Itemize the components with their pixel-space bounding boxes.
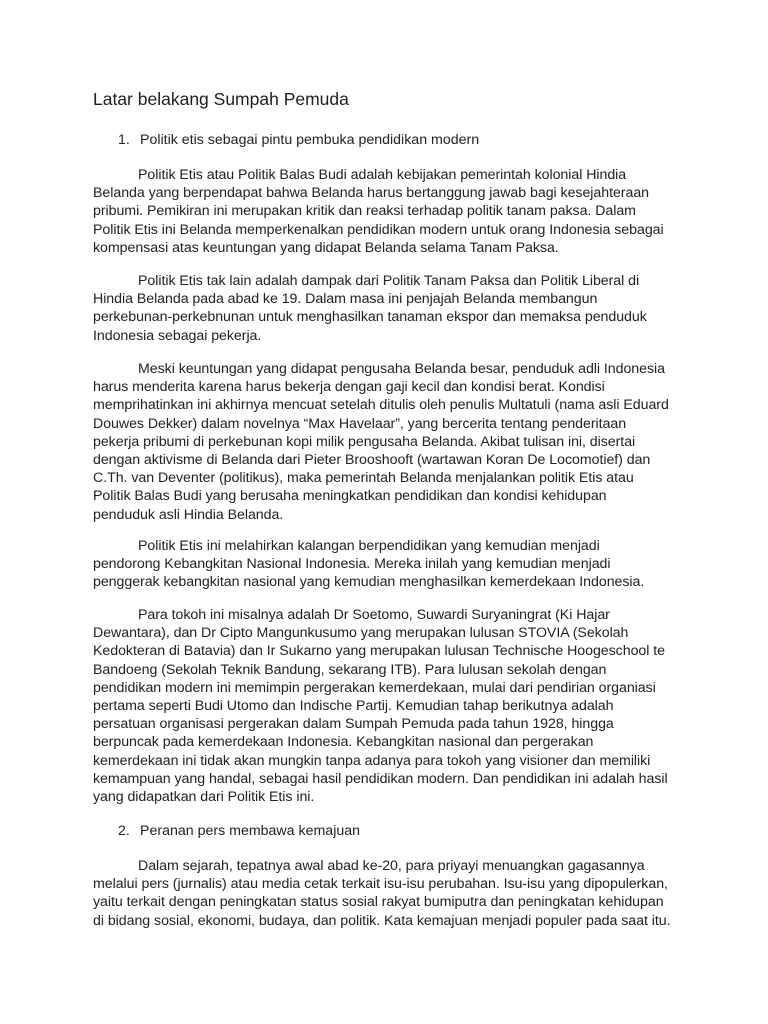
paragraph-line: kemampuan yang handal, sebagai hasil pendidikan modern. Dan pendidikan ini adalah hasil xyxy=(93,770,668,787)
paragraph-line: perkebunan-perkebnunan untuk menghasilkan tanaman ekspor dan memaksa penduduk xyxy=(93,309,647,326)
paragraph-line: Douwes Dekker) dalam novelnya “Max Havelaar”, yang bercerita tentang penderitaan xyxy=(93,415,627,432)
paragraph-line: pribumi. Pemikiran ini merupakan kritik dan reaksi terhadap politik tanam paksa. Dalam xyxy=(93,203,636,220)
paragraph-line: Politik Etis atau Politik Balas Budi adalah kebijakan pemerintah kolonial Hindia xyxy=(138,167,627,183)
section-heading xyxy=(118,131,479,149)
section-heading-text: Politik etis sebagai pintu pembuka pendidikan modern xyxy=(140,132,480,148)
paragraph xyxy=(93,857,685,930)
paragraph-line: pekerja pribumi di perkebunan kopi milik pengusaha Belanda. Akibat tulisan ini, disertai xyxy=(93,433,636,450)
paragraph xyxy=(93,537,685,592)
paragraph-line: Politik Etis tak lain adalah dampak dari Politik Tanam Paksa dan Politik Liberal di xyxy=(138,273,640,289)
paragraph-line: penduduk asli Hindia Belanda. xyxy=(93,506,284,523)
paragraph-line: Kedokteran di Batavia) dan Ir Sukarno yang merupakan lulusan Technische Hoogeschool te xyxy=(93,643,665,660)
paragraph-line: Politik Etis ini melahirkan kalangan berpendidikan yang kemudian menjadi xyxy=(138,538,600,554)
paragraph-line: dengan aktivisme di Belanda dari Pieter Brooshooft (wartawan Koran De Locomotief) dan xyxy=(93,452,651,469)
paragraph-line: yaitu terkait dengan peningkatan status sosial rakyat bumiputra dan peningkatan kehidupan xyxy=(93,894,664,911)
paragraph-line: melalui pers (jurnalis) atau media cetak terkait isu-isu perubahan. Isu-isu yang dipopulerkan, xyxy=(93,876,668,893)
section-heading xyxy=(118,822,360,840)
section-number: 2. xyxy=(118,823,130,839)
document-title: Latar belakang Sumpah Pemuda xyxy=(93,89,349,109)
section-number: 1. xyxy=(118,132,130,148)
paragraph-line: pendorong Kebangkitan Nasional Indonesia. Mereka inilah yang kemudian menjadi xyxy=(93,556,611,573)
paragraph-line: Bandoeng (Sekolah Teknik Bandung, sekarang ITB). Para lulusan sekolah dengan xyxy=(93,661,607,678)
paragraph xyxy=(93,272,685,345)
paragraph-line: penggerak kebangkitan nasional yang kemudian menghasilkan kemerdekaan Indonesia. xyxy=(93,574,645,591)
section-heading-text: Peranan pers membawa kemajuan xyxy=(140,823,361,839)
paragraph-line: C.Th. van Deventer (politikus), maka pemerintah Belanda menjalankan politik Etis atau xyxy=(93,470,634,487)
paragraph-line: Politik Etis ini Belanda memperkenalkan pendidikan modern untuk orang Indonesia sebagai xyxy=(93,221,664,238)
paragraph xyxy=(93,166,685,257)
paragraph-line: di bidang sosial, ekonomi, budaya, dan politik. Kata kemajuan menjadi populer pada saat itu. xyxy=(93,912,671,929)
paragraph xyxy=(93,360,685,524)
paragraph-line: harus menderita karena harus bekerja dengan gaji kecil dan kondisi berat. Kondisi xyxy=(93,379,605,396)
paragraph-line: kemerdekaan ini tidak akan mungkin tanpa adanya para tokoh yang visioner dan memiliki xyxy=(93,752,651,769)
paragraph-line: berpuncak pada kemerdekaan Indonesia. Kebangkitan nasional dan pergerakan xyxy=(93,734,594,751)
paragraph-line: pendidikan modern ini memimpin pergerakan kemerdekaan, mulai dari pendirian organiasi xyxy=(93,679,656,696)
paragraph-line: Hindia Belanda pada abad ke 19. Dalam masa ini penjajah Belanda membangun xyxy=(93,291,598,308)
paragraph-line: Politik Balas Budi yang berusaha meningkatkan pendidikan dan kondisi kehidupan xyxy=(93,488,607,505)
paragraph xyxy=(93,606,685,806)
paragraph-line: pertama seperti Budi Utomo dan Indische Partij. Kemudian tahap berikutnya adalah xyxy=(93,698,614,715)
paragraph-line: Dalam sejarah, tepatnya awal abad ke-20, para priyayi menuangkan gagasannya xyxy=(138,858,645,874)
paragraph-line: Indonesia sebagai pekerja. xyxy=(93,327,262,344)
paragraph-line: Para tokoh ini misalnya adalah Dr Soetomo, Suwardi Suryaningrat (Ki Hajar xyxy=(138,607,610,623)
paragraph-line: memprihatinkan ini akhirnya mencuat setelah ditulis oleh penulis Multatuli (nama asli Eduard xyxy=(93,397,669,414)
paragraph-line: Dewantara), dan Dr Cipto Mangunkusumo yang merupakan lulusan STOVIA (Sekolah xyxy=(93,625,629,642)
paragraph-line: Belanda yang berpendapat bahwa Belanda harus bertanggung jawab bagi kesejahteraan xyxy=(93,185,650,202)
paragraph-line: Meski keuntungan yang didapat pengusaha Belanda besar, penduduk adli Indonesia xyxy=(138,361,665,377)
paragraph-line: kompensasi atas keuntungan yang didapat Belanda selama Tanam Paksa. xyxy=(93,239,559,256)
paragraph-line: yang didapatkan dari Politik Etis ini. xyxy=(93,789,315,806)
paragraph-line: persatuan organisasi pergerakan dalam Sumpah Pemuda pada tahun 1928, hingga xyxy=(93,716,614,733)
